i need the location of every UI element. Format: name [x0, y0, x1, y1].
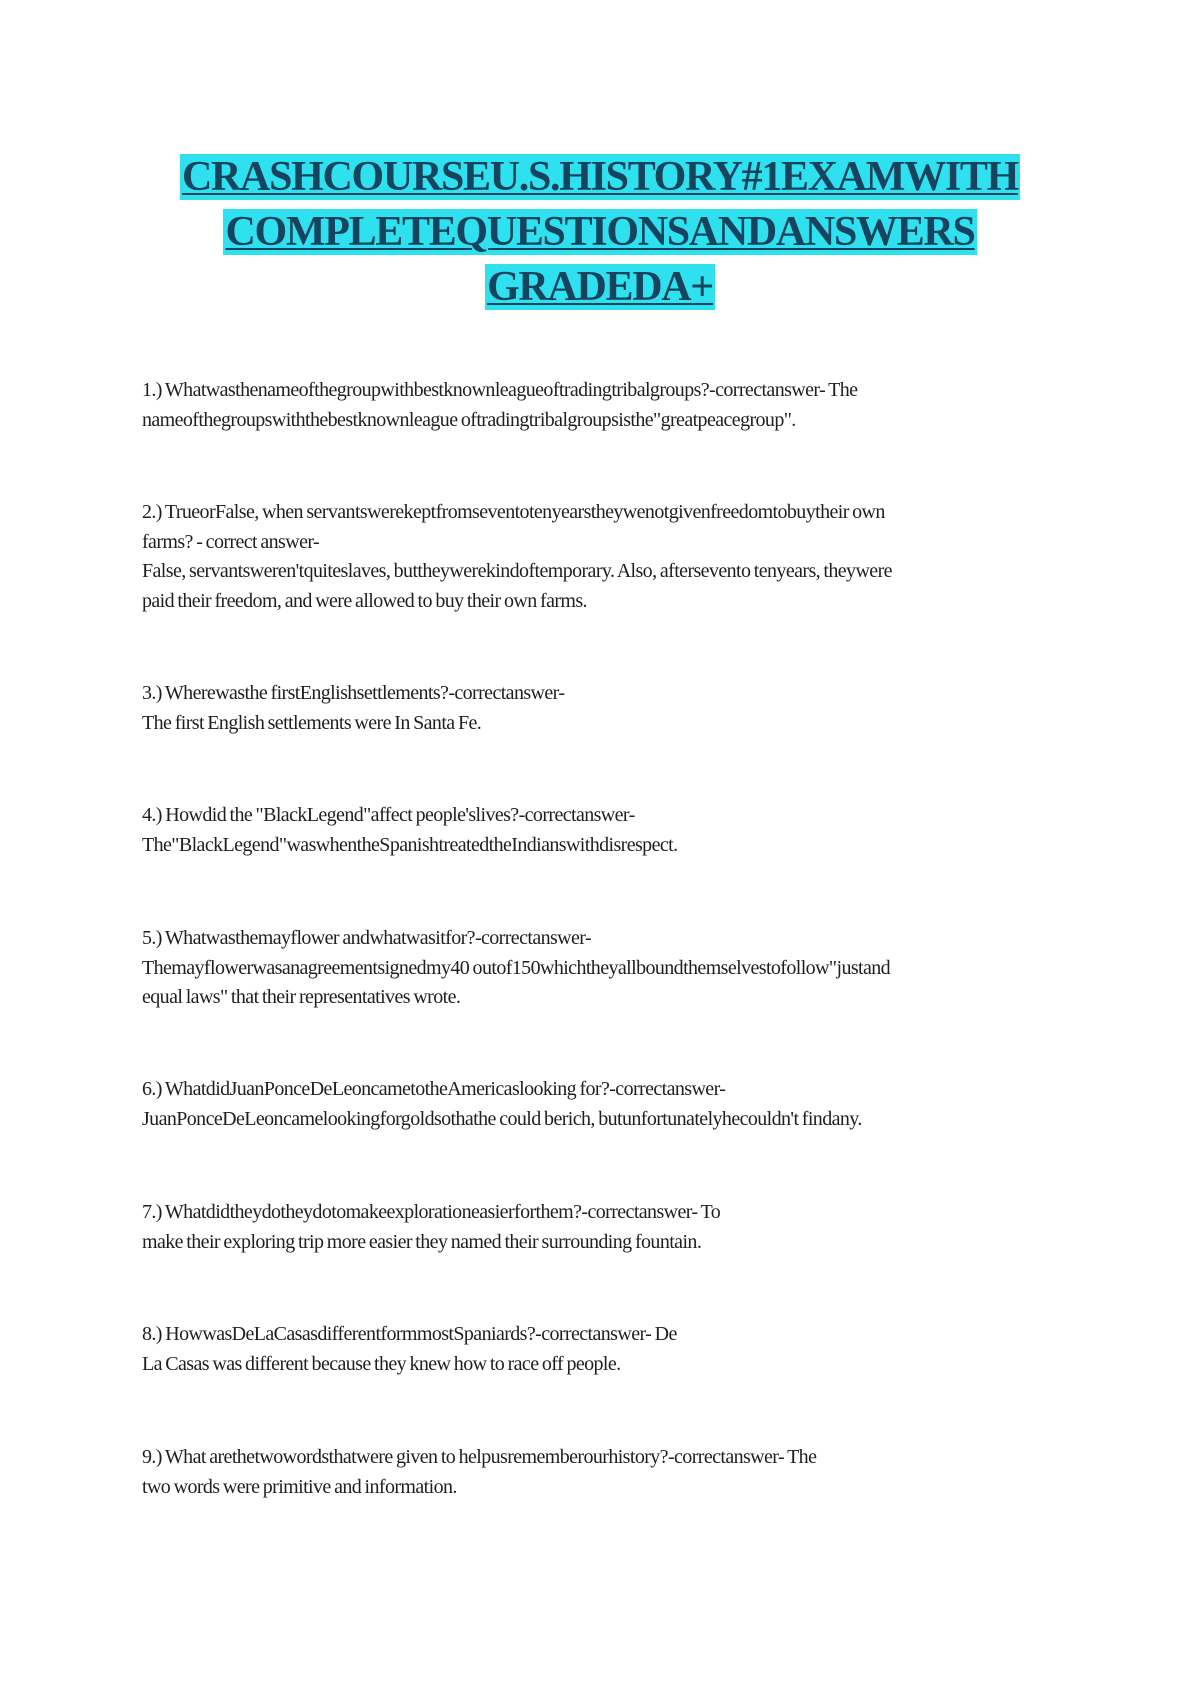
qa-line: Themayflowerwasanagreementsignedmy40 outof150whichtheyallboundthemselvestofollow"justand — [142, 956, 891, 979]
qa-line: La Casas was different because they knew how to race off people. — [142, 1352, 621, 1375]
qa-line: 3.) Wherewasthe firstEnglishsettlements?-correctanswer- — [142, 682, 565, 704]
qa-line: equal laws" that their representatives wrote. — [142, 986, 461, 1008]
qa-line: nameofthegroupswiththebestknownleague oftradingtribalgroupsisthe"greatpeacegroup". — [142, 408, 796, 431]
qa-line: make their exploring trip more easier they named their surrounding fountain. — [142, 1230, 702, 1253]
title-line-2: COMPLETEQUESTIONSANDANSWERS — [225, 209, 975, 255]
qa-line: The"BlackLegend"waswhentheSpanishtreatedtheIndianswithdisrespect. — [142, 833, 678, 856]
qa-item-3 — [142, 679, 1062, 738]
qa-line: 6.) WhatdidJuanPonceDeLeoncametotheAmericaslooking for?-correctanswer- — [142, 1078, 726, 1100]
qa-line: two words were primitive and information. — [142, 1475, 457, 1498]
qa-line: 5.) Whatwasthemayflower andwhatwasitfor?-correctanswer- — [142, 927, 592, 949]
qa-line: 1.) Whatwasthenameofthegroupwithbestknownleagueoftradingtribalgroups?-correctanswer- The — [142, 379, 858, 401]
qa-line: 2.) TrueorFalse, when servantswerekeptfromseventotenyearstheywenotgivenfreedomtobuytheir own — [142, 501, 885, 523]
qa-item-4 — [142, 801, 1062, 860]
title-line-3: GRADEDA+ — [487, 264, 713, 310]
qa-item-5 — [142, 924, 1062, 1013]
qa-line: paid their freedom, and were allowed to buy their own farms. — [142, 589, 587, 612]
qa-item-6 — [142, 1075, 1062, 1134]
qa-line: 7.) Whatdidtheydotheydotomakeexplorationeasierforthem?-correctanswer- To — [142, 1201, 721, 1223]
qa-item-1 — [142, 376, 1062, 435]
qa-line: 8.) HowwasDeLaCasasdifferentformmostSpaniards?-correctanswer- De — [142, 1323, 677, 1345]
title-line-1: CRASHCOURSEU.S.HISTORY#1EXAMWITH — [182, 154, 1018, 200]
qa-item-9 — [142, 1443, 1062, 1502]
qa-line: farms? - correct answer- — [142, 530, 320, 553]
document-title — [120, 150, 1080, 315]
qa-line: 9.) What arethetwowordsthatwere given to helpusrememberourhistory?-correctanswer- The — [142, 1446, 817, 1468]
qa-item-7 — [142, 1198, 1062, 1257]
qa-line: False, servantsweren'tquiteslaves, buttheywerekindoftemporary. Also, aftersevento tenyears, theywere — [142, 560, 892, 582]
qa-item-8 — [142, 1320, 1062, 1379]
qa-line: The first English settlements were In Santa Fe. — [142, 711, 482, 734]
qa-item-2 — [142, 498, 1062, 616]
qa-line: 4.) Howdid the "BlackLegend"affect people'slives?-correctanswer- — [142, 804, 635, 826]
qa-line: JuanPonceDeLeoncamelookingforgoldsothathe could berich, butunfortunatelyhecouldn't findany. — [142, 1107, 862, 1130]
